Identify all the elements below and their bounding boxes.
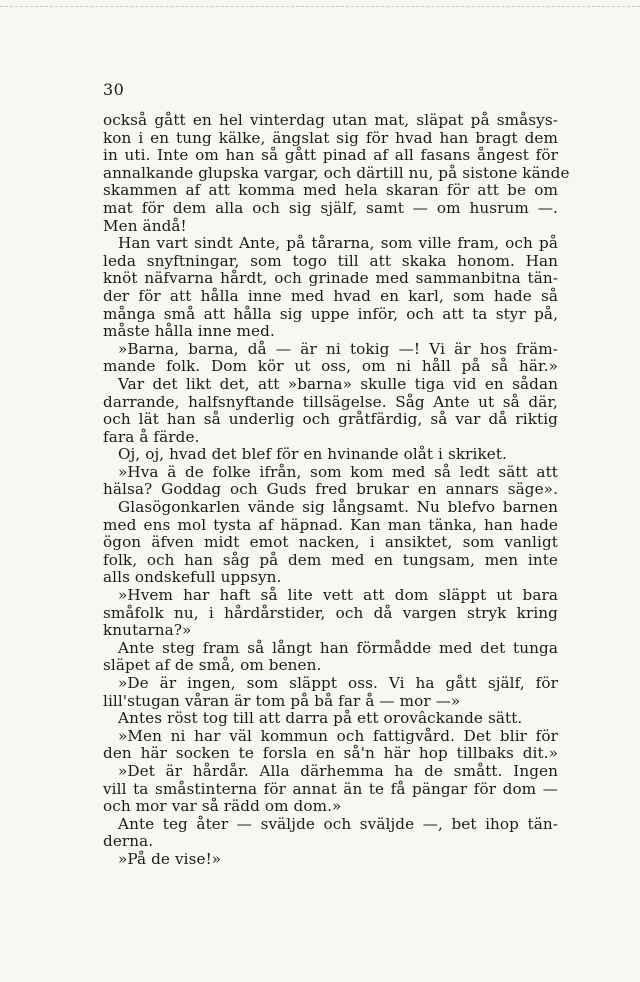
text-line: knöt näfvarna hårdt, och grinade med sammanbitna tän- <box>103 269 558 288</box>
text-line: darrande, halfsnyftande tillsägelse. Såg Ante ut så där, <box>103 392 558 411</box>
text-line: fara å färde. <box>103 427 200 446</box>
text-line: Han vart sindt Ante, på tårarna, som ville fram, och på <box>118 234 558 253</box>
text-line: måste hålla inne med. <box>103 322 275 341</box>
text-line: Antes röst tog till att darra på ett orovâckande sätt. <box>118 709 523 728</box>
text-line: leda snyftningar, som togo till att skaka honom. Han <box>103 251 558 270</box>
text-line: Ante steg fram så långt han förmådde med det tunga <box>118 638 558 657</box>
text-line: kon i en tung kälke, ängslat sig för hvad han bragt dem <box>103 128 558 147</box>
text-line: småfolk nu, i hårdårstider, och då vargen stryk kring <box>103 603 558 622</box>
text-line: Glasögonkarlen vände sig långsamt. Nu blefvo barnen <box>118 498 558 517</box>
text-line: derna. <box>103 832 154 851</box>
text-line: många små att hålla sig uppe inför, och att ta styr på, <box>103 304 558 323</box>
text-line: mande folk. Dom kör ut oss, om ni håll på så här.» <box>103 357 558 376</box>
text-line: lill'stugan våran är tom på bå far å — mor —» <box>103 691 461 710</box>
text-line: den här socken te forsla en så'n här hop tillbaks dit.» <box>103 744 558 763</box>
text-line: ögon äfven midt emot nacken, i ansiktet, som vanligt <box>103 533 558 552</box>
text-line: »Men ni har väl kommun och fattigvård. Det blir för <box>118 726 558 745</box>
text-line: också gått en hel vinterdag utan mat, släpat på småsys- <box>103 111 558 129</box>
body-text <box>103 111 570 869</box>
text-line: Ante teg åter — sväljde och sväljde —, bet ihop tän- <box>118 814 558 833</box>
text-line: med ens mol tysta af häpnad. Kan man tänka, han hade <box>103 515 558 534</box>
text-line: vill ta småstinterna för annat än te få pängar för dom — <box>103 779 558 798</box>
text-line: hälsa? Goddag och Guds fred brukar en annars säge». <box>103 480 558 499</box>
text-line: och lät han så underlig och gråtfärdig, så var då riktig <box>103 410 558 429</box>
text-line: Oj, oj, hvad det blef för en hvinande olåt i skriket. <box>118 445 507 464</box>
text-line: »Det är hårdår. Alla därhemma ha de smått. Ingen <box>118 761 558 780</box>
text-line: släpet af de små, om benen. <box>103 656 322 675</box>
text-line: der för att hålla inne med hvad en karl, som hade så <box>103 286 558 305</box>
text-line: »Barna, barna, då — är ni tokig —! Vi är hos främ- <box>118 339 558 358</box>
text-line: »På de vise!» <box>118 849 222 868</box>
text-line: annalkande glupska vargar, och därtill nu, på sistone kände <box>103 163 570 182</box>
text-line: och mor var så rädd om dom.» <box>103 797 342 816</box>
text-line: knutarna?» <box>103 621 192 640</box>
text-line: mat för dem alla och sig själf, samt — om husrum —. <box>103 198 558 217</box>
top-scan-rule <box>0 6 640 7</box>
text-line: Var det likt det, att »barna» skulle tiga vid en sådan <box>118 374 558 393</box>
text-line: Men ändå! <box>103 216 187 235</box>
text-line: skammen af att komma med hela skaran för att be om <box>103 181 558 200</box>
text-line: »Hvem har haft så lite vett att dom släppt ut bara <box>118 586 558 605</box>
text-line: folk, och han såg på dem med en tungsam, men inte <box>103 550 558 569</box>
text-line: alls ondskefull uppsyn. <box>103 568 282 587</box>
page-number: 30 <box>103 80 125 99</box>
text-line: »Hva ä de folke ifrån, som kom med så ledt sätt att <box>118 462 558 481</box>
text-line: »De är ingen, som släppt oss. Vi ha gått själf, för <box>118 674 558 692</box>
text-line: in uti. Inte om han så gått pinad af all fasans ångest för <box>103 146 558 165</box>
